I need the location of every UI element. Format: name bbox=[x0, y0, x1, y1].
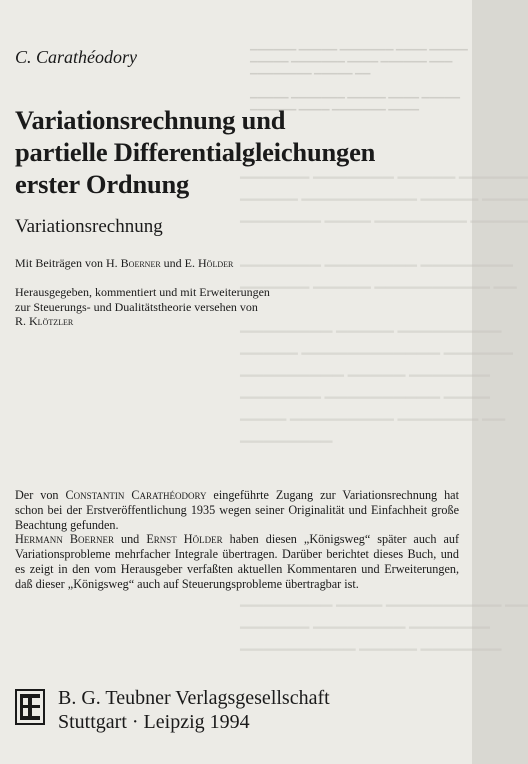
publisher-name: B. G. Teubner Verlagsgesellschaft bbox=[58, 687, 330, 709]
person-name: Hermann Boerner bbox=[15, 532, 114, 547]
contributors-line bbox=[15, 256, 233, 271]
bleed-through-line: ▁▁▁▁▁▁▁ ▁▁▁▁▁▁▁▁ ▁▁▁▁▁▁▁▁ bbox=[240, 251, 513, 267]
bleed-through-line: ▁▁▁▁▁▁▁▁ ▁▁▁▁▁ ▁▁ bbox=[250, 64, 371, 75]
bleed-through-line: ▁▁▁▁▁ ▁▁▁▁▁▁▁▁▁▁▁▁ ▁▁▁▁▁▁ bbox=[240, 339, 513, 355]
publisher-block bbox=[58, 686, 330, 734]
teubner-logo-icon bbox=[15, 689, 45, 725]
editor-line: zur Steuerungs- und Dualitätstheorie versehen von bbox=[15, 299, 258, 314]
blurb-text-span: haben diesen „Königsweg“ später auch auf Variationsprobleme mehrfacher Integrale übertragen. Darüber berichtet dieses Buch, und es zeigt in den vom Herausgeber verfaßten aktuellen Kommentaren und Erweiterungen, daß dieser „Königsweg“ auch auf Steuerungsprobleme übertragbar ist. bbox=[15, 532, 460, 591]
blurb-paragraph bbox=[15, 488, 459, 532]
author-name: C. Carathéodory bbox=[15, 47, 138, 67]
bleed-through-line: ▁▁▁▁▁ ▁▁▁▁▁▁▁ ▁▁▁▁ ▁▁▁▁▁▁ ▁▁▁ bbox=[250, 52, 453, 63]
bleed-through-line: ▁▁▁▁▁▁▁▁ ▁▁▁▁▁ ▁▁▁▁▁▁▁▁▁ bbox=[240, 317, 502, 333]
editor-initial: R. bbox=[15, 314, 30, 328]
contributors-conjunction: und bbox=[160, 256, 185, 270]
blurb-paragraph bbox=[15, 532, 459, 591]
book-title-line: erster Ordnung bbox=[15, 169, 190, 199]
bleed-through-line: ▁▁▁▁▁▁▁▁ ▁▁▁▁ ▁▁▁▁▁▁▁▁▁▁ ▁▁ bbox=[240, 591, 528, 607]
blurb-text-span: eingeführte Zugang zur Variationsrechnung hat schon bei der Erstveröffentlichung 1935 wegen seiner Originalität und Einfachheit große Beachtung gefunden. bbox=[15, 488, 459, 532]
bleed-through-line: ▁▁▁▁▁ ▁▁▁▁▁▁▁ ▁▁▁▁▁ ▁▁▁▁ ▁▁▁▁▁ bbox=[250, 88, 460, 99]
bleed-through-line: ▁▁▁▁ ▁▁▁▁▁▁▁▁▁ ▁▁▁▁▁▁▁ ▁▁ bbox=[240, 405, 506, 421]
editor-statement bbox=[15, 285, 270, 329]
publisher-place-year: Stuttgart · Leipzig 1994 bbox=[58, 711, 250, 733]
book-title bbox=[15, 104, 375, 200]
editor-name-line bbox=[15, 314, 270, 329]
bleed-through-line: ▁▁▁▁▁▁▁ ▁▁▁▁ ▁▁▁▁▁▁▁▁ ▁▁▁▁▁ bbox=[240, 207, 528, 223]
bleed-through-line: ▁▁▁▁▁▁▁▁▁ ▁▁▁▁▁ ▁▁▁▁▁▁▁ bbox=[240, 361, 490, 377]
book-title-line: Variationsrechnung und bbox=[15, 105, 286, 135]
bleed-through-line: ▁▁▁▁▁▁ ▁▁▁▁ ▁▁▁▁▁▁▁ ▁▁▁▁ bbox=[250, 100, 419, 111]
bleed-through-line: ▁▁▁▁▁ ▁▁▁▁▁▁▁▁▁▁ ▁▁▁▁▁ ▁▁▁▁ bbox=[240, 185, 528, 201]
bleed-through-line: ▁▁▁▁▁▁ ▁▁▁▁▁ ▁▁▁▁▁▁▁▁▁▁ ▁▁ bbox=[240, 273, 517, 289]
blurb-text bbox=[15, 488, 459, 592]
blurb-text-span: Der von bbox=[15, 488, 66, 502]
contributor-initial: H. bbox=[105, 256, 121, 270]
bleed-through-line: ▁▁▁▁▁▁ ▁▁▁▁▁ ▁▁▁▁▁▁▁ ▁▁▁▁ ▁▁▁▁▁ bbox=[250, 40, 468, 51]
bleed-through-line: ▁▁▁▁▁▁ ▁▁▁▁▁▁▁ ▁▁▁▁▁ ▁▁▁▁▁▁ bbox=[240, 163, 528, 179]
person-name: Ernst Hölder bbox=[146, 532, 223, 547]
contributor-initial: E. bbox=[184, 256, 199, 270]
contributor-name: Hölder bbox=[198, 256, 234, 270]
bleed-through-line: ▁▁▁▁▁▁ ▁▁▁▁▁▁▁▁ ▁▁▁▁▁▁▁ bbox=[240, 613, 490, 629]
editor-line: Herausgegeben, kommentiert und mit Erweiterungen bbox=[15, 285, 270, 299]
book-subtitle: Variationsrechnung bbox=[15, 216, 163, 237]
person-name: Constantin Carathéodory bbox=[65, 488, 207, 502]
bleed-through-line: ▁▁▁▁▁▁▁▁ bbox=[240, 427, 333, 443]
editor-name: Klötzler bbox=[29, 314, 74, 328]
book-title-line: partielle Differentialgleichungen bbox=[15, 137, 376, 167]
contributor-name: Boerner bbox=[120, 256, 161, 270]
blurb-text-span: und bbox=[113, 532, 147, 547]
contributors-prefix: Mit Beiträgen von bbox=[15, 256, 106, 270]
bleed-through-line: ▁▁▁▁▁▁▁ ▁▁▁▁▁▁▁▁▁▁ ▁▁▁▁ bbox=[240, 383, 490, 399]
bleed-through-line: ▁▁▁▁▁▁▁▁▁▁ ▁▁▁▁▁ ▁▁▁▁▁▁▁ bbox=[240, 635, 502, 651]
